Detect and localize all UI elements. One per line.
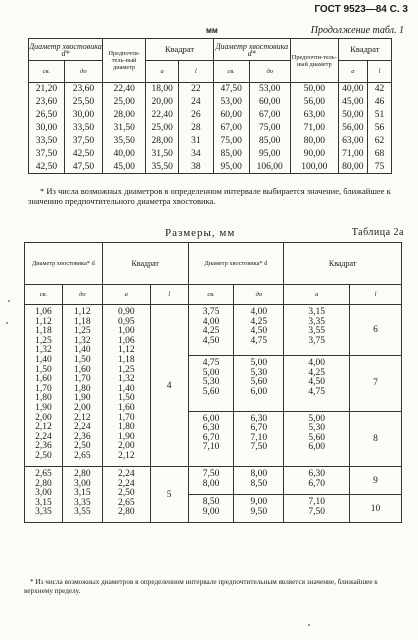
right-l-g4: 9 — [350, 467, 402, 495]
right-a-g2: 4,00 4,25 4,50 4,75 — [284, 356, 350, 411]
right-a-g1: 3,15 3,35 3,55 3,75 — [284, 305, 350, 356]
unit-label: мм — [206, 26, 218, 35]
cell: 33,50 — [64, 122, 102, 135]
right-from-g5: 8,50 9,00 — [188, 495, 234, 523]
sub-a-2: a — [338, 61, 367, 83]
sub-from: св. — [29, 61, 65, 83]
cell: 51 — [368, 109, 392, 122]
sub-to-2: до — [249, 61, 290, 83]
continuation-title: Продолжение табл. 1 — [310, 25, 404, 36]
left-to-col: 1,12 1,18 1,25 1,32 1,40 1,50 1,60 1,70 1,80 1,90 2,00 2,12 2,24 2,36 2,50 2,65 — [62, 305, 102, 467]
cell: 20,00 — [146, 96, 179, 109]
right-l-g3: 8 — [350, 411, 402, 466]
t2-sub-to: до — [62, 285, 102, 305]
table-row — [29, 122, 392, 135]
cell: 63,00 — [290, 109, 338, 122]
cell: 71,00 — [290, 122, 338, 135]
right-to-g3: 6,30 6,70 7,10 7,50 — [234, 411, 284, 466]
left-from-col: 1,06 1,12 1,18 1,25 1,32 1,40 1,50 1,60 1,70 1,80 1,90 2,00 2,12 2,24 2,36 2,50 — [25, 305, 63, 467]
cell: 56 — [368, 122, 392, 135]
cell: 50,00 — [338, 109, 367, 122]
cell: 18,00 — [146, 83, 179, 96]
col-square-header: Квадрат — [146, 39, 213, 61]
right-to-g2: 5,00 5,30 5,60 6,00 — [234, 356, 284, 411]
right-l-g2: 7 — [350, 356, 402, 411]
cell: 62 — [368, 135, 392, 148]
cell: 45,00 — [102, 161, 145, 174]
t2-col-diameter-header: Диаметр хвостовика* d — [25, 243, 103, 285]
table-1-footnote: * Из числа возможных диаметров в определенном интервале выбирается значение, ближайшее к значению предпочтительного диаметра хвостовика. — [28, 186, 391, 206]
cell: 30,00 — [29, 122, 65, 135]
cell: 56,00 — [338, 122, 367, 135]
cell: 42 — [368, 83, 392, 96]
right-a-g4: 6,30 6,70 — [284, 467, 350, 495]
right-from-g2: 4,75 5,00 5,30 5,60 — [188, 356, 234, 411]
cell: 35,50 — [146, 161, 179, 174]
sub-l: l — [178, 61, 213, 83]
scan-speck — [308, 624, 310, 626]
table-row — [29, 109, 392, 122]
table-row — [29, 161, 392, 174]
cell: 60,00 — [213, 109, 249, 122]
cell: 25,00 — [102, 96, 145, 109]
cell: 31,50 — [102, 122, 145, 135]
left-a-col: 0,90 0,95 1,00 1,06 1,12 1,18 1,25 1,32 1,40 1,50 1,60 1,70 1,80 1,90 2,00 2,12 — [102, 305, 150, 467]
col-square-header-2: Квадрат — [338, 39, 391, 61]
t2-sub-from-2: св. — [188, 285, 234, 305]
cell: 30,00 — [64, 109, 102, 122]
left2-to-col: 2,80 3,00 3,15 3,35 3,55 — [62, 467, 102, 523]
t2-col-square-header: Квадрат — [102, 243, 188, 285]
right-from-g3: 6,00 6,30 6,70 7,10 — [188, 411, 234, 466]
cell: 38 — [178, 161, 213, 174]
cell: 85,00 — [249, 135, 290, 148]
cell: 25,50 — [64, 96, 102, 109]
cell: 106,00 — [249, 161, 290, 174]
scan-speck — [6, 322, 8, 324]
scan-speck — [8, 300, 10, 302]
sizes-title: Размеры, мм — [165, 227, 236, 239]
cell: 53,00 — [249, 83, 290, 96]
sub-to: до — [64, 61, 102, 83]
cell: 68 — [368, 148, 392, 161]
cell: 22,40 — [102, 83, 145, 96]
t2-sub-from: св. — [25, 285, 63, 305]
left2-from-col: 2,65 2,80 3,00 3,15 3,35 — [25, 467, 63, 523]
t2-sub-l-2: l — [350, 285, 402, 305]
left-l-value: 4 — [150, 305, 188, 467]
table-row — [29, 148, 392, 161]
cell: 47,50 — [64, 161, 102, 174]
right-l-g1: 6 — [350, 305, 402, 356]
cell: 80,00 — [290, 135, 338, 148]
cell: 28,00 — [146, 135, 179, 148]
cell: 50,00 — [290, 83, 338, 96]
table-2a-title: Таблица 2а — [351, 227, 404, 238]
right-to-g5: 9,00 9,50 — [234, 495, 284, 523]
cell: 63,00 — [338, 135, 367, 148]
cell: 71,00 — [338, 148, 367, 161]
table-1-continuation — [28, 38, 392, 174]
right-l-g5: 10 — [350, 495, 402, 523]
right-from-g4: 7,50 8,00 — [188, 467, 234, 495]
table-row — [29, 83, 392, 96]
cell: 37,50 — [64, 135, 102, 148]
cell: 28 — [178, 122, 213, 135]
cell: 28,00 — [102, 109, 145, 122]
cell: 25,00 — [146, 122, 179, 135]
cell: 80,00 — [338, 161, 367, 174]
cell: 85,00 — [213, 148, 249, 161]
sub-a: a — [146, 61, 179, 83]
cell: 35,50 — [102, 135, 145, 148]
table-2a-footnote: * Из числа возможных диаметров в определенном интервале предпочтительным является значение, ближайшее к верхнему пределу. — [24, 578, 378, 595]
col-preferred-header-2: Предпочти-тель-ный диаметр — [290, 39, 338, 83]
right-to-g4: 8,00 8,50 — [234, 467, 284, 495]
cell: 95,00 — [249, 148, 290, 161]
right-to-g1: 4,00 4,25 4,50 4,75 — [234, 305, 284, 356]
sub-l-2: l — [368, 61, 392, 83]
t2-col-square-header-2: Квадрат — [284, 243, 402, 285]
cell: 53,00 — [213, 96, 249, 109]
right-a-g3: 5,00 5,30 5,60 6,00 — [284, 411, 350, 466]
cell: 31,50 — [146, 148, 179, 161]
page-header: ГОСТ 9523—84 С. 3 — [314, 4, 408, 15]
cell: 67,00 — [213, 122, 249, 135]
col-diameter-header-2: Диаметр хвостовика d* — [213, 39, 290, 61]
right-a-g5: 7,10 7,50 — [284, 495, 350, 523]
cell: 23,60 — [64, 83, 102, 96]
cell: 67,00 — [249, 109, 290, 122]
cell: 26 — [178, 109, 213, 122]
cell: 47,50 — [213, 83, 249, 96]
t2-sub-a-2: a — [284, 285, 350, 305]
cell: 34 — [178, 148, 213, 161]
cell: 56,00 — [290, 96, 338, 109]
cell: 37,50 — [29, 148, 65, 161]
sub-from-2: св. — [213, 61, 249, 83]
cell: 21,20 — [29, 83, 65, 96]
cell: 42,50 — [29, 161, 65, 174]
left2-l-value: 5 — [150, 467, 188, 523]
left2-a-col: 2,24 2,24 2,50 2,65 2,80 — [102, 467, 150, 523]
cell: 23,60 — [29, 96, 65, 109]
table-row — [29, 135, 392, 148]
cell: 75 — [368, 161, 392, 174]
cell: 40,00 — [338, 83, 367, 96]
cell: 75,00 — [213, 135, 249, 148]
cell: 22 — [178, 83, 213, 96]
cell: 45,00 — [338, 96, 367, 109]
right-from-g1: 3,75 4,00 4,25 4,50 — [188, 305, 234, 356]
cell: 95,00 — [213, 161, 249, 174]
table-row — [29, 96, 392, 109]
cell: 60,00 — [249, 96, 290, 109]
t2-sub-l: l — [150, 285, 188, 305]
cell: 42,50 — [64, 148, 102, 161]
cell: 75,00 — [249, 122, 290, 135]
cell: 33,50 — [29, 135, 65, 148]
cell: 46 — [368, 96, 392, 109]
table-2a — [24, 242, 402, 523]
table-row — [25, 467, 402, 495]
t2-sub-to-2: до — [234, 285, 284, 305]
cell: 22,40 — [146, 109, 179, 122]
col-preferred-header: Предпочти-тель-ный диаметр — [102, 39, 145, 83]
t2-sub-a: a — [102, 285, 150, 305]
col-diameter-header: Диаметр хвостовика d* — [29, 39, 103, 61]
cell: 26,50 — [29, 109, 65, 122]
cell: 31 — [178, 135, 213, 148]
t2-col-diameter-header-2: Диаметр хвостовика* d — [188, 243, 284, 285]
cell: 40,00 — [102, 148, 145, 161]
cell: 100,00 — [290, 161, 338, 174]
cell: 24 — [178, 96, 213, 109]
cell: 90,00 — [290, 148, 338, 161]
table-row — [25, 305, 402, 356]
